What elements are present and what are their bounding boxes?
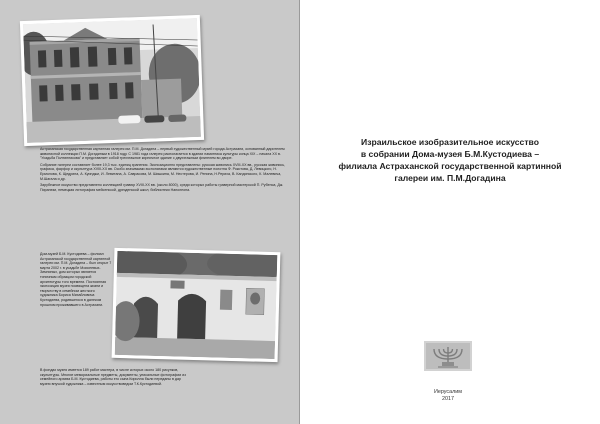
- gallery-intro-text: Астраханская государственная картинная галерея им. П.М. Догадина – первый художественный музей города Астрахани, основанный дарителем живописной коллекции П.М. Догадиным в 1918 году. С 1981 года галерея располагается в здании памятника культуры конца XIX – начала XX в. "Усадьба Полтинникова" и представляет собой трехэтажное кирпичное здание с двухэтажным флигелем во дворе.: [40, 147, 285, 161]
- museum-description: [40, 252, 112, 309]
- publication-place-year: [400, 389, 496, 403]
- title-line-4: галереи им. П.М.Догадина: [394, 173, 506, 183]
- gallery-description: [40, 147, 288, 194]
- gallery-building-photo: [20, 15, 204, 146]
- gallery-collection-text: Собрание галереи составляет более 19,3 тыс. единиц хранения. Экспозиционно представлены: русская живопись XVIII-XX вв., русская живопись, графика, фарфор и скульптура XVIII-XX вв. Особо значимыми экспонатами являются художественные полотна Ф. Рокотова, Д. Левицкого, Н. Ермолова, К. Щедрина, А. Куинджи, И. Левитана, А. Саврасова, М. Шишкина, М. Нестерова, И. Репина, Н.Рериха, В. Кандинского, К. Малевича, М.Шагала и др.: [40, 162, 286, 181]
- publication-year: 2017: [442, 396, 454, 402]
- menorah-relief-icon: [424, 341, 472, 371]
- title-line-2: в собрании Дома-музея Б.М.Кустодиева –: [360, 149, 540, 159]
- gallery-building-image: [23, 18, 201, 143]
- title-line-3: филиала Астраханской государственной картинной: [338, 161, 562, 171]
- publication-city: Иерусалим: [433, 389, 462, 395]
- museum-fund-description: [40, 368, 190, 388]
- museum-house-photo: [112, 248, 281, 362]
- title-line-1: Израильское изобразительное искусство: [361, 137, 539, 147]
- museum-house-image: [115, 251, 278, 359]
- catalog-title: [320, 136, 580, 184]
- museum-intro-text: Дом-музей Б.М. Кустодиева – филиал Астраханской государственной картинной галереи им. П.М. Догадина – был открыт 7 марта 2002 г. в усадьбе Моисеевых-Зимниных, дом которых является типичным образцом городской архитектуры того времени. Постоянная экспозиция музея посвящена жизни и творчеству в семейном жесткого художника Бориса Михайловича Кустодиева, родившегося в далеком прошлом проживавшего в Астрахани.: [40, 252, 112, 307]
- museum-fund-text: В фондах музея имеется 189 работ мастера, в числе которых около 180 рисунков, скульптуры. Многие мемориальные предметы, документы, уникальные фотографии из семейного архива Б.М. Кустодиева, работы его сына Кирилла были переданы в дар музею внучкой художника – известным искусствоведом Т.К.Кустодиевой.: [40, 368, 186, 386]
- gallery-foreign-art-text: Зарубежное искусство представлено коллекцией гравюр XVIII-XX вв. (около 8000), среди которых работы граверной мастерской П. Рубенса, Дж. Пиранези, немецкая литография мейсенской, дрезденской школ, библиотеки Наполеона.: [40, 183, 284, 192]
